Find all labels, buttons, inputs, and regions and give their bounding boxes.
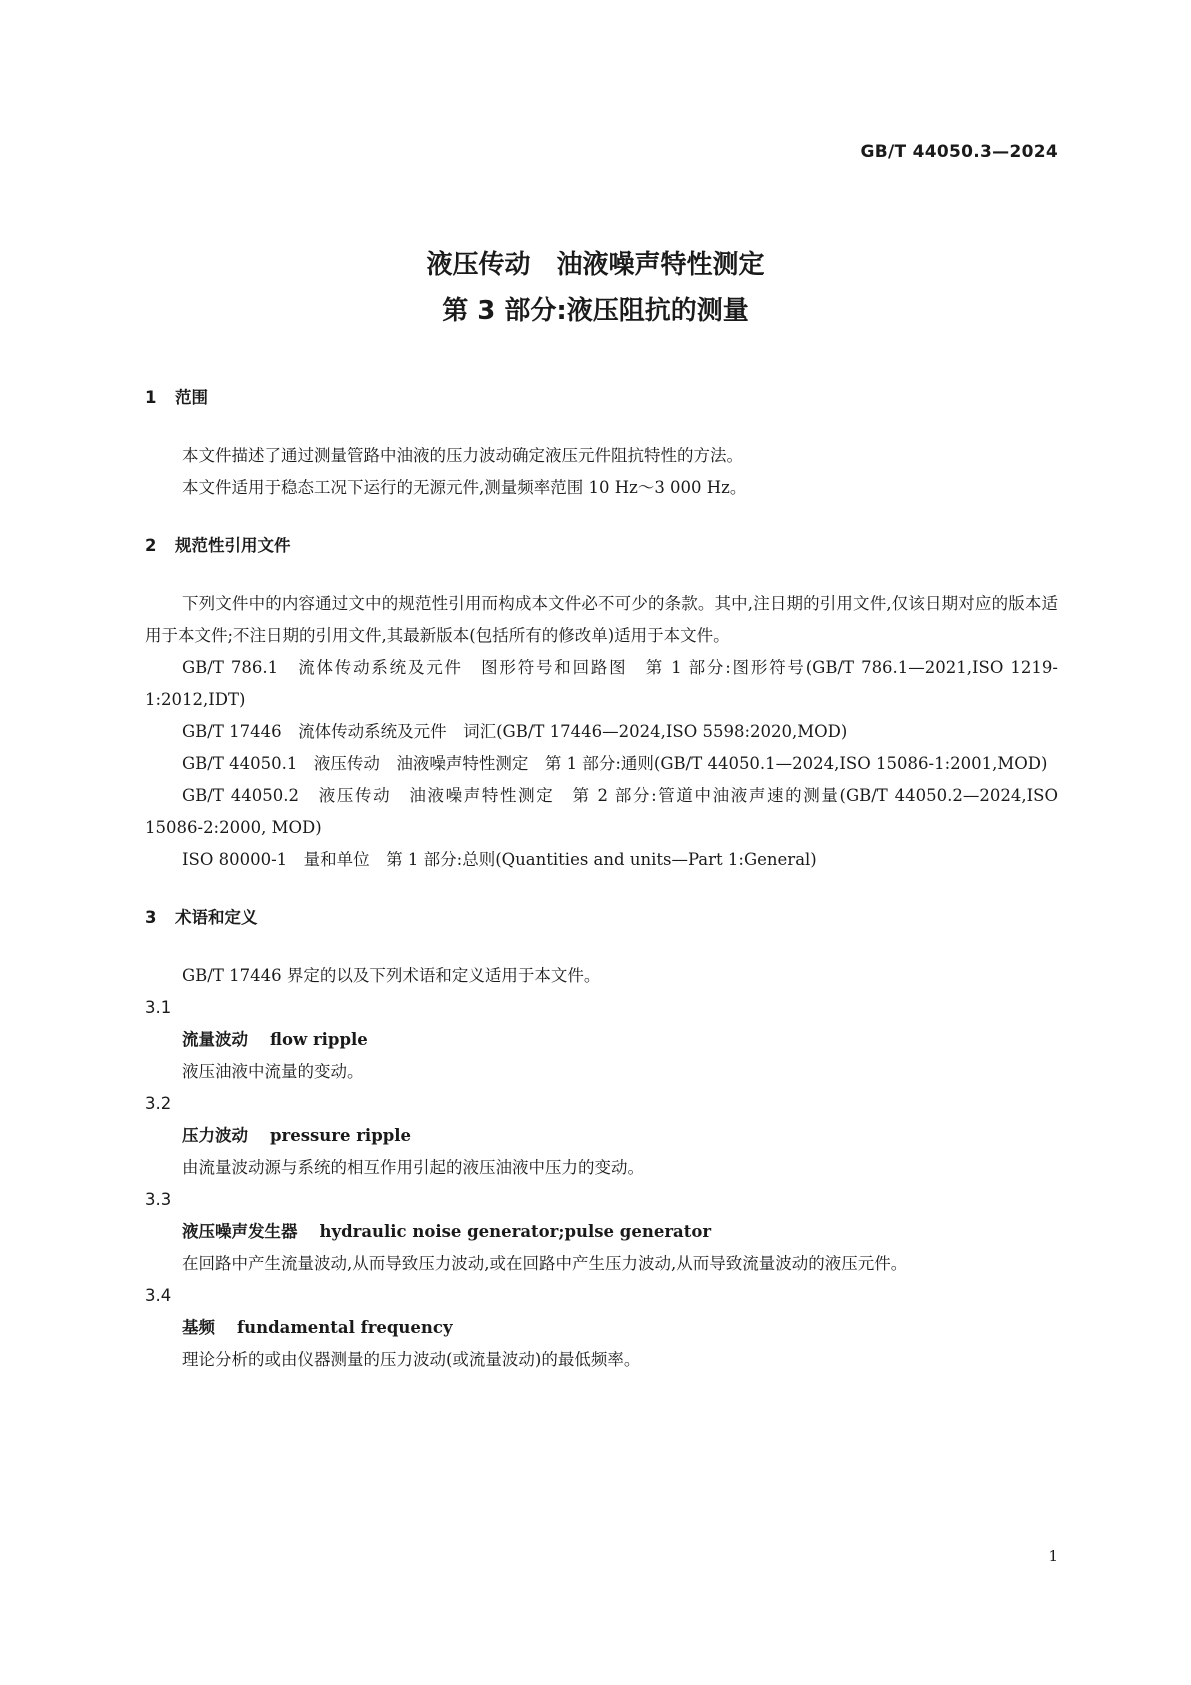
normative-reference: GB/T 17446 流体传动系统及元件 词汇(GB/T 17446—2024,ISO 5598:2020,MOD) [182, 722, 848, 741]
term-entry [145, 1088, 1058, 1184]
term-entry [145, 1184, 1058, 1280]
term-definition: 由流量波动源与系统的相互作用引起的液压油液中压力的变动。 [182, 1158, 644, 1177]
document-body [145, 382, 1058, 1376]
term-name [145, 1216, 1058, 1248]
document-number: GB/T 44050.3—2024 [860, 142, 1058, 162]
section-3-heading [145, 902, 1058, 934]
term-entry [145, 992, 1058, 1088]
section-number: 2 [145, 536, 157, 555]
term-name-en: flow ripple [270, 1030, 368, 1049]
section-title: 范围 [175, 388, 208, 407]
page-number: 1 [1048, 1547, 1058, 1565]
normative-reference: GB/T 44050.2 液压传动 油液噪声特性测定 第 2 部分:管道中油液声速的测量(GB/T 44050.2—2024,ISO 15086-2:2000, MOD) [145, 786, 1058, 837]
term-entry [145, 1280, 1058, 1376]
term-name-zh: 液压噪声发生器 [182, 1222, 298, 1241]
term-name-zh: 压力波动 [182, 1126, 248, 1145]
term-name-en: pressure ripple [270, 1126, 412, 1145]
paragraph: 本文件描述了通过测量管路中油液的压力波动确定液压元件阻抗特性的方法。 [182, 446, 743, 465]
document-title [0, 242, 1191, 334]
term-name-en: fundamental frequency [237, 1318, 453, 1337]
normative-reference: GB/T 786.1 流体传动系统及元件 图形符号和回路图 第 1 部分:图形符号(GB/T 786.1—2021,ISO 1219-1:2012,IDT) [145, 658, 1058, 709]
term-name [145, 1120, 1058, 1152]
term-name [145, 1024, 1058, 1056]
term-definition: 液压油液中流量的变动。 [182, 1062, 364, 1081]
section-1-heading [145, 382, 1058, 414]
term-name-zh: 流量波动 [182, 1030, 248, 1049]
term-definition: 在回路中产生流量波动,从而导致压力波动,或在回路中产生压力波动,从而导致流量波动的液压元件。 [182, 1254, 908, 1273]
section-number: 1 [145, 388, 157, 407]
term-number: 3.4 [145, 1286, 172, 1305]
term-number: 3.1 [145, 998, 172, 1017]
term-number: 3.2 [145, 1094, 172, 1113]
term-number: 3.3 [145, 1190, 172, 1209]
term-name [145, 1312, 1058, 1344]
paragraph: 本文件适用于稳态工况下运行的无源元件,测量频率范围 10 Hz～3 000 Hz。 [182, 478, 747, 497]
title-line-1: 液压传动 油液噪声特性测定 [426, 250, 765, 280]
section-title: 术语和定义 [175, 908, 258, 927]
title-line-2: 第 3 部分:液压阻抗的测量 [442, 296, 749, 326]
paragraph: 下列文件中的内容通过文中的规范性引用而构成本文件必不可少的条款。其中,注日期的引用文件,仅该日期对应的版本适用于本文件;不注日期的引用文件,其最新版本(包括所有的修改单)适用于本文件。 [145, 594, 1058, 645]
term-name-zh: 基频 [182, 1318, 215, 1337]
section-number: 3 [145, 908, 157, 927]
normative-reference: GB/T 44050.1 液压传动 油液噪声特性测定 第 1 部分:通则(GB/T 44050.1—2024,ISO 15086-1:2001,MOD) [182, 754, 1048, 773]
paragraph: GB/T 17446 界定的以及下列术语和定义适用于本文件。 [182, 966, 601, 985]
term-definition: 理论分析的或由仪器测量的压力波动(或流量波动)的最低频率。 [182, 1350, 641, 1369]
normative-reference: ISO 80000-1 量和单位 第 1 部分:总则(Quantities and units—Part 1:General) [182, 850, 817, 869]
term-name-en: hydraulic noise generator;pulse generator [319, 1222, 712, 1241]
section-2-heading [145, 530, 1058, 562]
section-title: 规范性引用文件 [175, 536, 291, 555]
